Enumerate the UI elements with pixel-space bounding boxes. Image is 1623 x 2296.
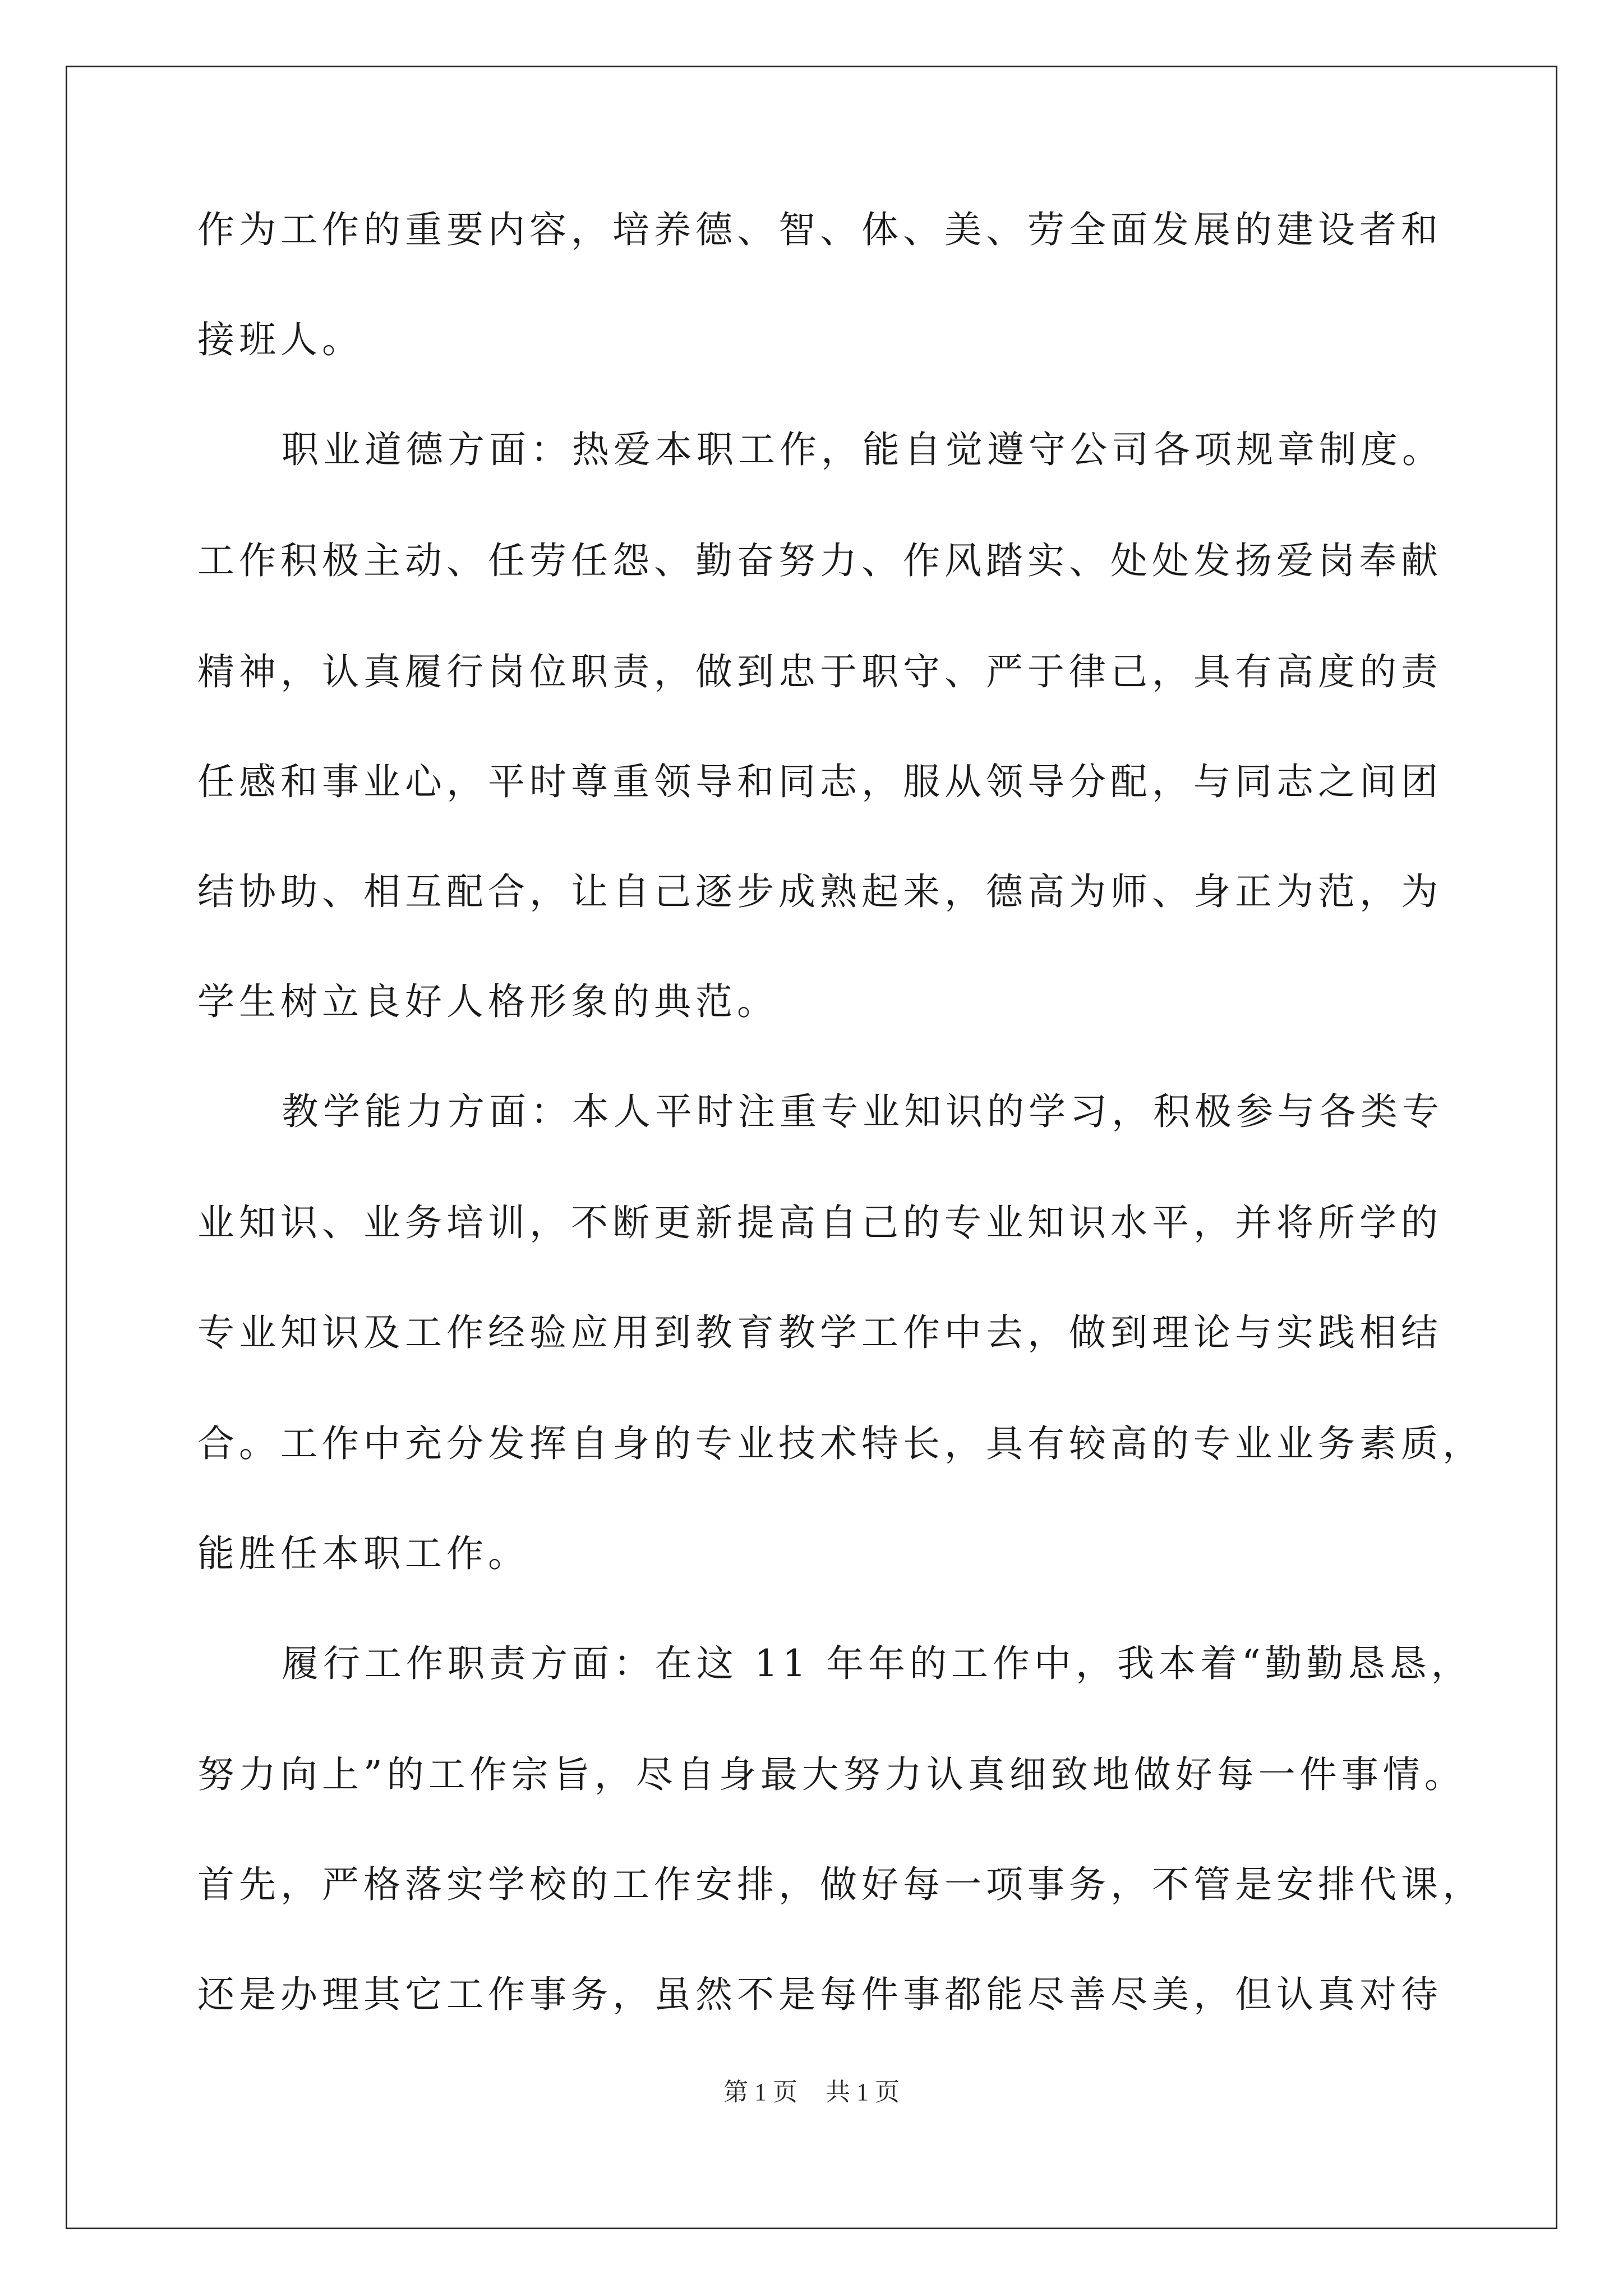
text-line: 学生树立良好人格形象的典范。 (197, 980, 778, 1023)
text-line: 接班人。 (197, 318, 363, 361)
page-total: 共 1 页 (826, 2078, 900, 2106)
paragraph-start-line: 履行工作职责方面：在这 11 年年的工作中，我本着“勤勤恳恳， (282, 1642, 1473, 1685)
text-line: 工作积极主动、任劳任怨、勤奋努力、作风踏实、处处发扬爱岗奉献 (197, 539, 1442, 582)
text-line: 业知识、业务培训，不断更新提高自己的专业知识水平，并将所学的 (197, 1201, 1442, 1244)
paragraph-start-line: 教学能力方面：本人平时注重专业知识的学习，积极参与各类专 (282, 1090, 1444, 1133)
text-line: 首先，严格落实学校的工作安排，做好每一项事务，不管是安排代课， (197, 1863, 1484, 1906)
text-line: 还是办理其它工作事务，虽然不是每件事都能尽善尽美，但认真对待 (197, 1973, 1442, 2016)
text-line: 任感和事业心，平时尊重领导和同志，服从领导分配，与同志之间团 (197, 760, 1442, 803)
text-line: 努力向上”的工作宗旨，尽自身最大努力认真细致地做好每一件事情。 (197, 1753, 1466, 1796)
text-line: 能胜任本职工作。 (197, 1532, 529, 1575)
paragraph-start-line: 职业道德方面：热爱本职工作，能自觉遵守公司各项规章制度。 (282, 428, 1444, 471)
text-line: 合。工作中充分发挥自身的专业技术特长，具有较高的专业业务素质， (197, 1422, 1484, 1465)
page-number: 第 1 页 (723, 2078, 797, 2106)
text-line: 精神，认真履行岗位职责，做到忠于职守、严于律己，具有高度的责 (197, 650, 1442, 693)
text-line: 专业知识及工作经验应用到教育教学工作中去，做到理论与实践相结 (197, 1311, 1442, 1354)
text-line: 结协助、相互配合，让自己逐步成熟起来，德高为师、身正为范，为 (197, 870, 1442, 913)
page-footer (0, 2076, 1623, 2109)
text-line: 作为工作的重要内容，培养德、智、体、美、劳全面发展的建设者和 (197, 208, 1442, 251)
